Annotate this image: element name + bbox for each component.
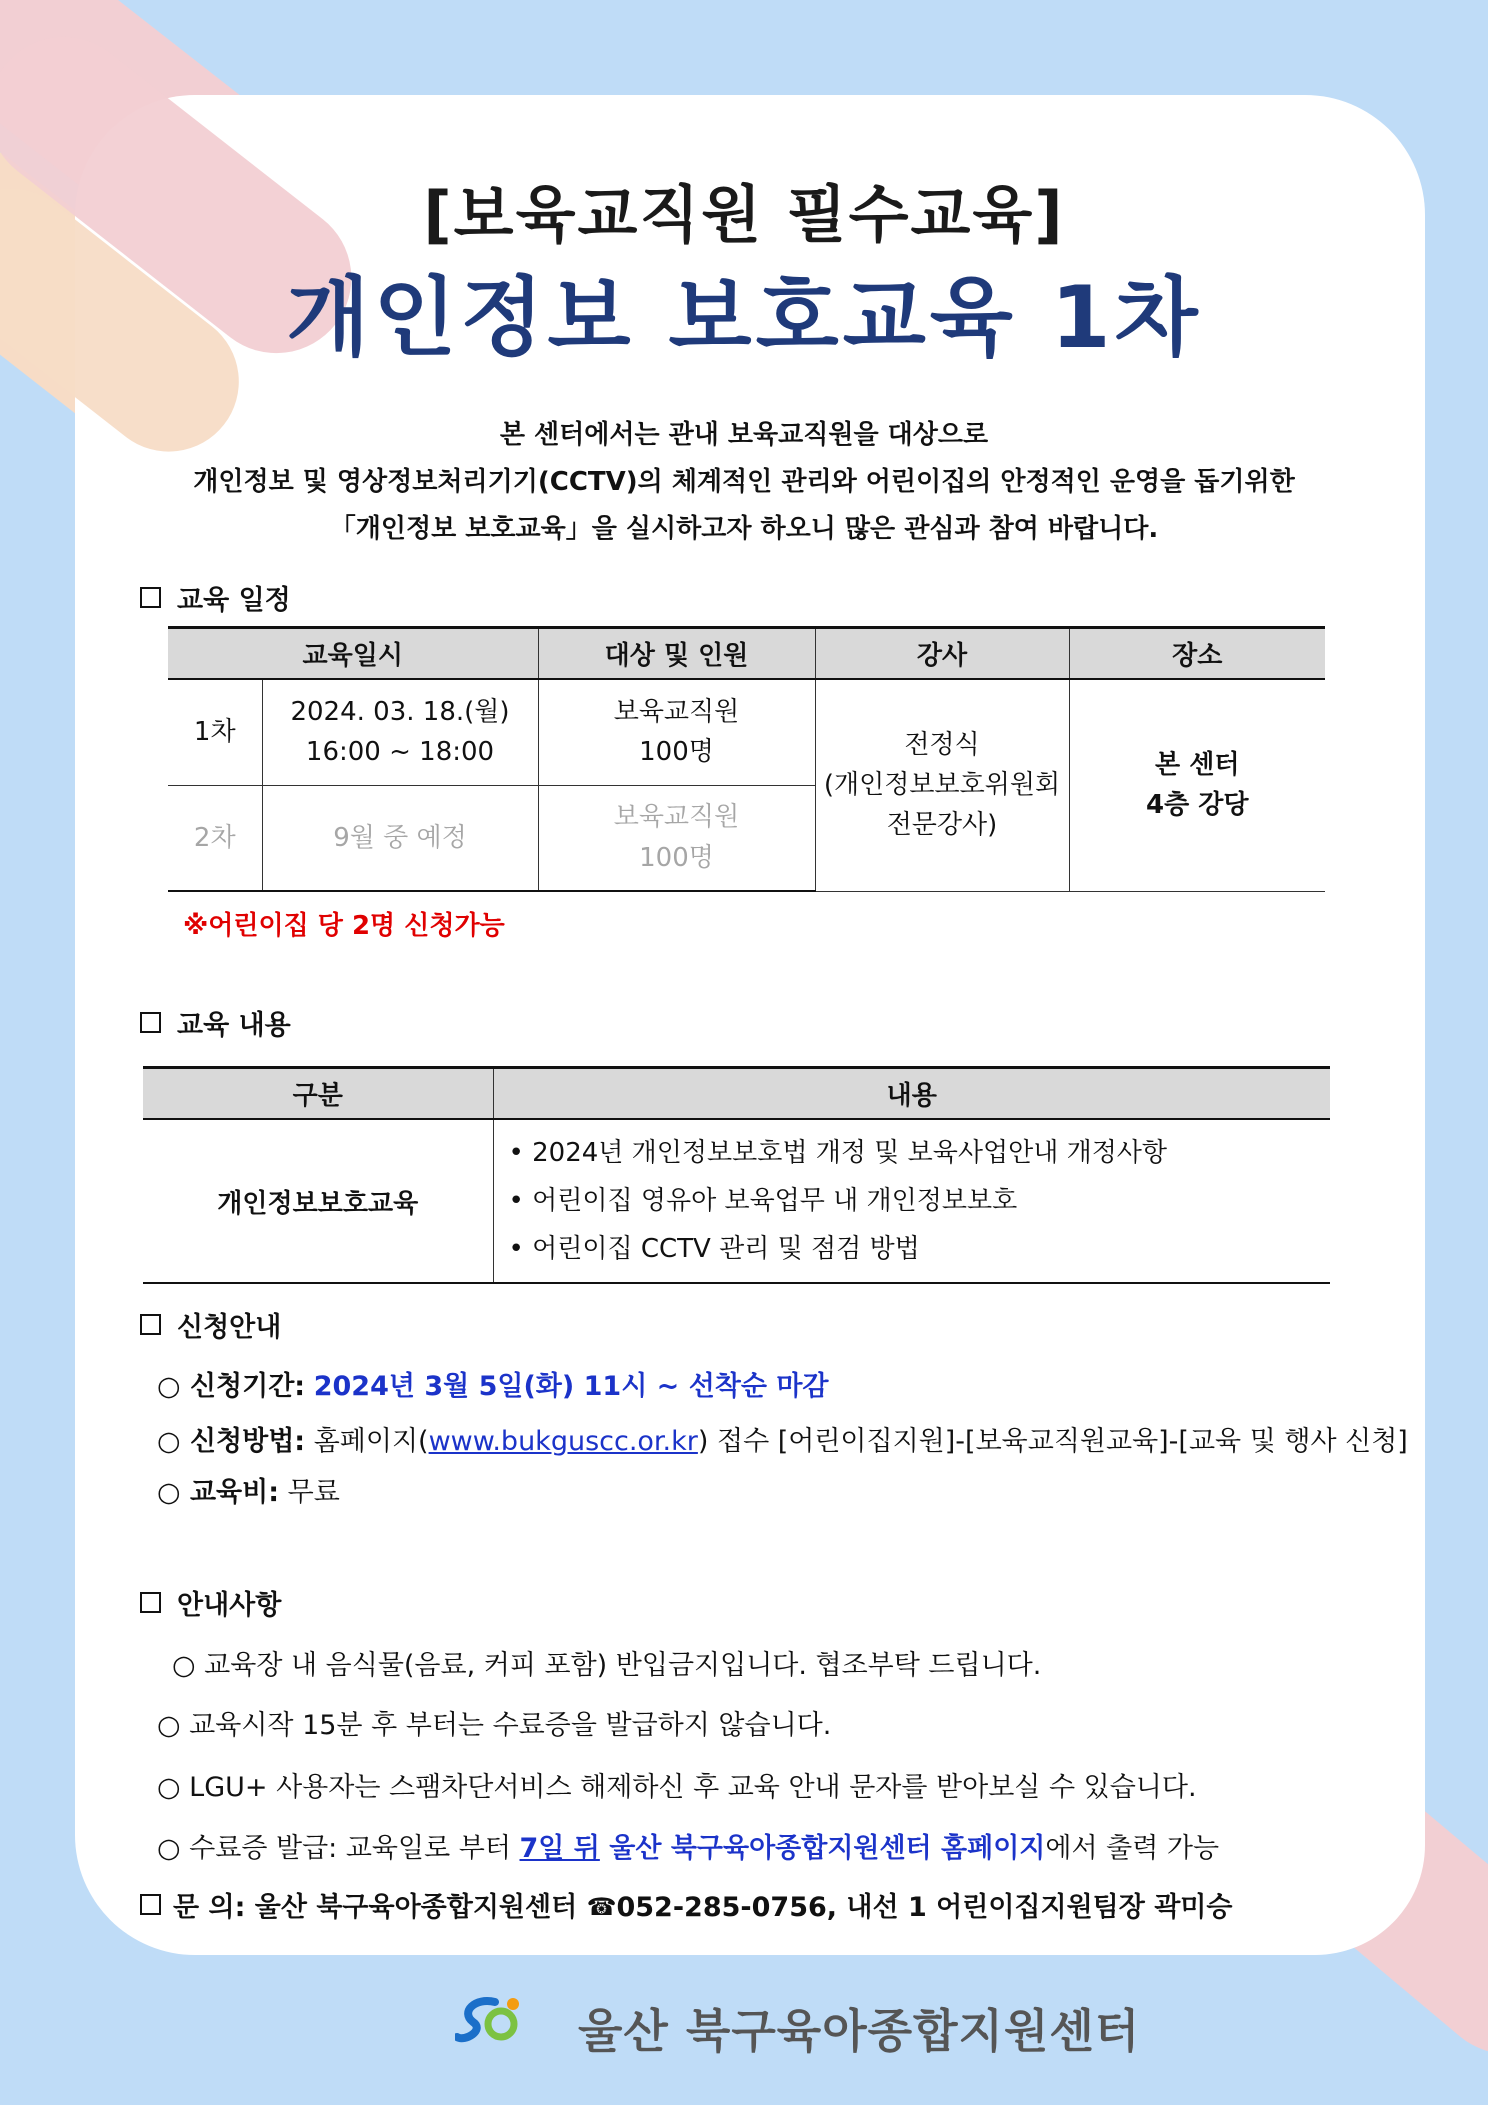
col-header-date: 교육일시 [168, 628, 538, 680]
place-cell: 본 센터 4층 강당 [1069, 679, 1325, 891]
intro-line-1: 본 센터에서는 관내 보육교직원을 대상으로 [499, 420, 989, 450]
schedule-table [168, 626, 1325, 892]
apply-period-value: 2024년 3월 5일(화) 11시 ~ 선착순 마감 [313, 1371, 829, 1402]
notice-item: ○ 교육장 내 음식물(음료, 커피 포함) 반입금지입니다. 협조부탁 드립니다. [172, 1650, 1042, 1681]
checkbox-square-icon [140, 1314, 161, 1335]
category-cell: 개인정보보호교육 [143, 1119, 493, 1283]
section-schedule-heading [140, 578, 291, 617]
section-notice-heading [140, 1583, 281, 1622]
apply-method: ○ 신청방법: 홈페이지(www.bukguscc.or.kr) 접수 [어린이집지원]-[보육교직원교육]-[교육 및 행사 신청] [157, 1426, 1408, 1457]
round-cell: 2차 [168, 785, 262, 891]
apply-fee: ○ 교육비: 무료 [157, 1477, 340, 1508]
footer-org-name: 울산 북구육아종합지원센터 [578, 2004, 1141, 2058]
date-cell: 9월 중 예정 [262, 785, 538, 891]
section-content-heading [140, 1003, 291, 1042]
list-item: • 어린이집 영유아 보육업무 내 개인정보보호 [509, 1177, 1330, 1225]
apply-method-label: 신청방법: [189, 1426, 306, 1457]
page-subtitle: [보육교직원 필수교육] [423, 178, 1065, 251]
apply-method-pre: 홈페이지( [313, 1426, 429, 1457]
intro-line-2: 개인정보 및 영상정보처리기기(CCTV)의 체계적인 관리와 어린이집의 안정적인 운영을 돕기위한 [193, 467, 1295, 497]
section-label: 교육 내용 [177, 1010, 291, 1041]
application-limit-note: ※어린이집 당 2명 신청가능 [183, 911, 505, 941]
section-label: 교육 일정 [177, 585, 291, 616]
checkbox-square-icon [140, 587, 161, 608]
phone-icon: ☎ [586, 1893, 617, 1921]
homepage-link[interactable]: www.bukguscc.or.kr [428, 1426, 698, 1457]
page-title: 개인정보 보호교육 1차 [286, 268, 1202, 368]
apply-fee-label: 교육비: [189, 1477, 280, 1508]
col-header-category: 구분 [143, 1068, 493, 1120]
intro-line-3: 「개인정보 보호교육」을 실시하고자 하오니 많은 관심과 참여 바랍니다. [329, 514, 1159, 544]
col-header-content: 내용 [493, 1068, 1330, 1120]
section-apply-heading [140, 1305, 281, 1344]
section-label: 신청안내 [177, 1312, 282, 1343]
target-cell: 보육교직원 100명 [538, 785, 815, 891]
notice-item: ○ 수료증 발급: 교육일로 부터 7일 뒤 울산 북구육아종합지원센터 홈페이지에서 출력 가능 [157, 1833, 1220, 1864]
date-cell: 2024. 03. 18.(월) 16:00 ~ 18:00 [262, 679, 538, 785]
content-cell [493, 1119, 1330, 1283]
list-item: • 2024년 개인정보보호법 개정 및 보육사업안내 개정사항 [509, 1129, 1330, 1177]
col-header-instructor: 강사 [815, 628, 1069, 680]
checkbox-square-icon [140, 1592, 161, 1613]
inquiry-line: 문 의: 울산 북구육아종합지원센터 ☎052-285-0756, 내선 1 어린이집지원팀장 곽미승 [140, 1885, 1232, 1924]
table-row [143, 1119, 1330, 1283]
section-label: 안내사항 [177, 1590, 282, 1621]
col-header-target: 대상 및 인원 [538, 628, 815, 680]
target-cell: 보육교직원 100명 [538, 679, 815, 785]
notice-item: ○ 교육시작 15분 후 부터는 수료증을 발급하지 않습니다. [157, 1710, 832, 1741]
checkbox-square-icon [140, 1012, 161, 1033]
checkbox-square-icon [140, 1894, 161, 1915]
apply-fee-value: 무료 [287, 1477, 340, 1508]
col-header-place: 장소 [1069, 628, 1325, 680]
center-logo-icon [455, 1992, 520, 2052]
notice-item: ○ LGU+ 사용자는 스팸차단서비스 해제하신 후 교육 안내 문자를 받아보실 수 있습니다. [157, 1772, 1197, 1803]
round-cell: 1차 [168, 679, 262, 785]
apply-period: ○ 신청기간: 2024년 3월 5일(화) 11시 ~ 선착순 마감 [157, 1371, 829, 1402]
table-row [168, 679, 1325, 785]
content-table [143, 1066, 1330, 1284]
list-item: • 어린이집 CCTV 관리 및 점검 방법 [509, 1225, 1330, 1273]
apply-method-post: ) 접수 [어린이집지원]-[보육교직원교육]-[교육 및 행사 신청] [697, 1426, 1408, 1457]
instructor-cell: 전정식 (개인정보보호위원회 전문강사) [815, 679, 1069, 891]
apply-period-label: 신청기간: [189, 1371, 306, 1402]
